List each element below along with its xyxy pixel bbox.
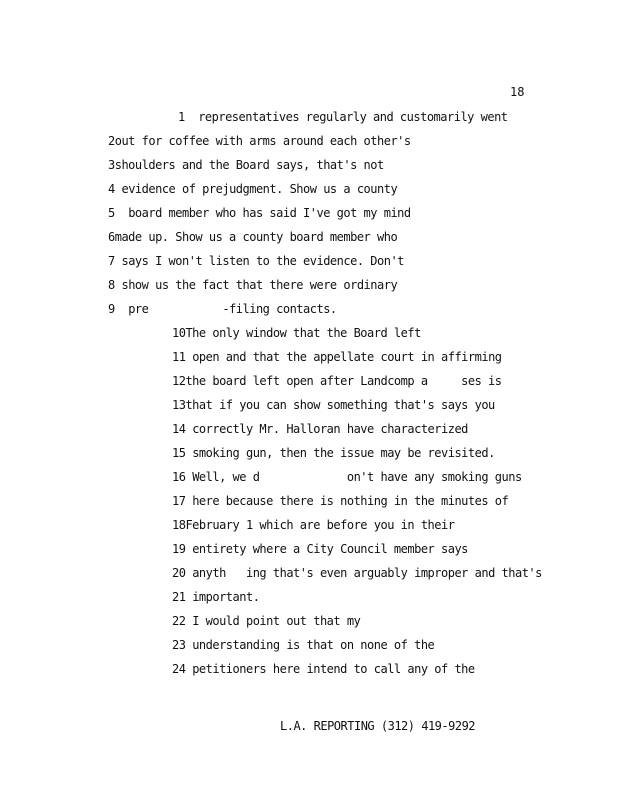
transcript-line <box>108 302 337 316</box>
line-text: petitioners here intend to call any of the <box>192 662 475 676</box>
transcript-line <box>108 230 397 244</box>
transcript-line <box>172 326 421 340</box>
line-text: the board left open after Landcomp a ses is <box>185 374 502 388</box>
line-text: smoking gun, then the issue may be revisited. <box>192 446 495 460</box>
line-text: I would point out that my <box>192 614 361 628</box>
line-text: The only window that the Board left <box>185 326 421 340</box>
line-text: shoulders and the Board says, that's not <box>114 158 384 172</box>
line-number: 21 <box>172 590 186 604</box>
transcript-line <box>108 182 397 196</box>
line-number: 16 <box>172 470 186 484</box>
line-text: pre -filing contacts. <box>128 302 337 316</box>
transcript-line <box>172 422 468 436</box>
line-number: 20 <box>172 566 186 580</box>
reporter-footer: L.A. REPORTING (312) 419-9292 <box>280 719 476 733</box>
line-text: evidence of prejudgment. Show us a county <box>121 182 398 196</box>
line-number: 9 <box>108 302 115 316</box>
transcript-line <box>178 110 508 124</box>
transcript-line <box>172 566 542 580</box>
transcript-line <box>108 158 384 172</box>
line-number: 14 <box>172 422 186 436</box>
line-number: 24 <box>172 662 186 676</box>
transcript-line <box>172 662 475 676</box>
line-text: that if you can show something that's says you <box>185 398 495 412</box>
transcript-line <box>108 254 404 268</box>
line-text: understanding is that on none of the <box>192 638 435 652</box>
line-number: 18 <box>172 518 186 532</box>
line-number: 15 <box>172 446 186 460</box>
transcript-line <box>172 446 495 460</box>
line-text: anyth ing that's even arguably improper and that's <box>192 566 542 580</box>
line-number: 17 <box>172 494 186 508</box>
line-number: 12 <box>172 374 186 388</box>
transcript-line <box>172 542 468 556</box>
line-text: Well, we d on't have any smoking guns <box>192 470 522 484</box>
line-number: 10 <box>172 326 186 340</box>
line-text: entirety where a City Council member says <box>192 542 468 556</box>
line-number: 3 <box>108 158 115 172</box>
transcript-line <box>172 614 360 628</box>
transcript-line <box>172 374 502 388</box>
line-number: 23 <box>172 638 186 652</box>
transcript-line <box>172 398 495 412</box>
transcript-line <box>108 134 411 148</box>
line-text: here because there is nothing in the minutes of <box>192 494 509 508</box>
line-text: important. <box>192 590 260 604</box>
line-number: 11 <box>172 350 186 364</box>
line-text: says I won't listen to the evidence. Don't <box>121 254 404 268</box>
line-number: 4 <box>108 182 115 196</box>
transcript-line <box>172 518 454 532</box>
transcript-line <box>172 638 434 652</box>
line-text: show us the fact that there were ordinary <box>121 278 398 292</box>
line-text: out for coffee with arms around each other's <box>114 134 411 148</box>
line-number: 5 <box>108 206 115 220</box>
transcript-line <box>172 590 259 604</box>
line-number: 19 <box>172 542 186 556</box>
line-text: February 1 which are before you in their <box>185 518 455 532</box>
line-number: 22 <box>172 614 186 628</box>
line-text: representatives regularly and customarily went <box>198 110 508 124</box>
transcript-line <box>172 470 522 484</box>
transcript-line <box>108 206 411 220</box>
line-number: 13 <box>172 398 186 412</box>
transcript-line <box>172 494 508 508</box>
line-text: board member who has said I've got my mind <box>128 206 411 220</box>
line-number: 2 <box>108 134 115 148</box>
transcript-line <box>108 278 397 292</box>
line-text: correctly Mr. Halloran have characterized <box>192 422 468 436</box>
page-number: 18 <box>510 85 525 99</box>
line-number: 1 <box>178 110 185 124</box>
line-text: open and that the appellate court in affirming <box>192 350 502 364</box>
transcript-line <box>172 350 502 364</box>
line-number: 8 <box>108 278 115 292</box>
line-text: made up. Show us a county board member who <box>114 230 398 244</box>
line-number: 6 <box>108 230 115 244</box>
line-number: 7 <box>108 254 115 268</box>
